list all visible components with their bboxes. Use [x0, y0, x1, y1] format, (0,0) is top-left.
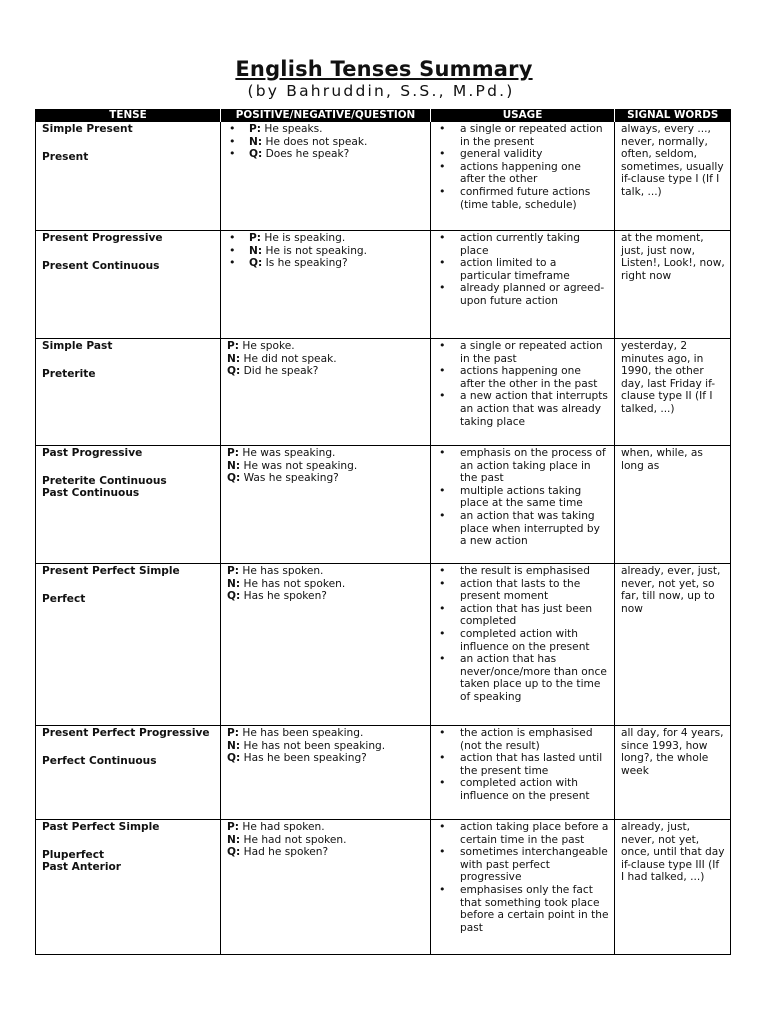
positive-text: He has been speaking.	[242, 727, 364, 739]
usage-item: • general validity	[437, 148, 609, 161]
table-row	[36, 339, 731, 446]
usage-item: • actions happening one after the other in the past	[437, 365, 609, 390]
question-form	[227, 846, 425, 859]
usage-item: • the result is emphasised	[437, 565, 609, 578]
tense-alt-name: Present	[42, 150, 89, 163]
tense-cell	[36, 820, 221, 955]
negative-form	[227, 353, 425, 366]
table-row	[36, 231, 731, 339]
usage-item: • actions happening one after the other	[437, 161, 609, 186]
forms-cell	[221, 231, 431, 339]
table-row	[36, 564, 731, 726]
positive-label: P:	[227, 727, 240, 739]
usage-item: • action that has lasted until the present time	[437, 752, 609, 777]
positive-label: P:	[227, 447, 240, 459]
negative-label: N:	[249, 135, 263, 148]
negative-form	[227, 245, 425, 258]
usage-cell	[431, 122, 615, 231]
usage-item: • action that lasts to the present moment	[437, 578, 609, 603]
usage-cell	[431, 820, 615, 955]
table-row	[36, 726, 731, 820]
negative-label: N:	[227, 352, 241, 365]
negative-text: He had not spoken.	[243, 833, 347, 846]
question-label: Q:	[227, 590, 241, 603]
tense-alt-name: Pluperfect	[42, 848, 105, 861]
tense-cell	[36, 231, 221, 339]
tense-cell	[36, 726, 221, 820]
positive-text: He is speaking.	[264, 232, 346, 244]
question-label: Q:	[227, 846, 241, 859]
question-text: Was he speaking?	[243, 472, 339, 485]
document-subtitle: (by Bahruddin, S.S., M.Pd.)	[247, 82, 515, 100]
negative-label: N:	[249, 244, 263, 257]
tense-alt-name: Perfect	[42, 592, 86, 605]
negative-form	[227, 460, 425, 473]
positive-form	[227, 727, 425, 740]
tense-alt-name: Past Anterior	[42, 861, 122, 874]
usage-cell	[431, 231, 615, 339]
positive-form	[227, 232, 425, 245]
usage-item: • multiple actions taking place at the same time	[437, 485, 609, 510]
positive-label: P:	[227, 565, 240, 577]
tense-alt-name: Preterite Continuous	[42, 474, 167, 487]
tense-alt-name: Preterite	[42, 367, 96, 380]
forms-cell	[221, 726, 431, 820]
forms-cell	[221, 564, 431, 726]
question-form	[227, 257, 425, 270]
usage-item: • action limited to a particular timeframe	[437, 257, 609, 282]
positive-label: P:	[227, 340, 240, 352]
forms-cell	[221, 446, 431, 564]
negative-label: N:	[227, 459, 241, 472]
tense-name: Present Progressive	[42, 232, 163, 244]
negative-form	[227, 740, 425, 753]
usage-cell	[431, 564, 615, 726]
positive-text: He was speaking.	[242, 447, 336, 459]
table-row	[36, 446, 731, 564]
question-form	[227, 590, 425, 603]
negative-text: He did not speak.	[243, 352, 337, 365]
usage-item: • completed action with influence on the present	[437, 628, 609, 653]
forms-cell	[221, 122, 431, 231]
question-text: Had he spoken?	[243, 846, 329, 859]
question-form	[227, 365, 425, 378]
usage-item: • a single or repeated action in the past	[437, 340, 609, 365]
document-title: English Tenses Summary	[235, 57, 533, 81]
positive-text: He spoke.	[242, 340, 295, 352]
usage-item: • action taking place before a certain time in the past	[437, 821, 609, 846]
tense-name: Present Perfect Progressive	[42, 727, 210, 739]
signal-words-cell: at the moment, just, just now, Listen!, Look!, now, right now	[615, 231, 731, 339]
positive-label: P:	[227, 821, 240, 833]
positive-text: He speaks.	[264, 123, 323, 135]
tense-name: Past Perfect Simple	[42, 821, 160, 833]
tense-alt-name: Present Continuous	[42, 259, 160, 272]
negative-label: N:	[227, 739, 241, 752]
question-label: Q:	[227, 472, 241, 485]
signal-words-cell: always, every ..., never, normally, often, seldom, sometimes, usually if-clause type I (If I talk, ...)	[615, 122, 731, 231]
question-label: Q:	[227, 365, 241, 378]
tenses-table	[35, 109, 731, 955]
tense-cell	[36, 339, 221, 446]
usage-item: • an action that was taking place when interrupted by a new action	[437, 510, 609, 548]
question-text: Has he been speaking?	[243, 752, 367, 765]
question-form	[227, 752, 425, 765]
usage-item: • a new action that interrupts an action that was already taking place	[437, 390, 609, 428]
signal-words-cell: yesterday, 2 minutes ago, in 1990, the other day, last Friday if-clause type II (If I talked, ...)	[615, 339, 731, 446]
signal-words-cell: already, just, never, not yet, once, until that day if-clause type III (If I had talked, ...)	[615, 820, 731, 955]
usage-item: • completed action with influence on the present	[437, 777, 609, 802]
signal-words-cell: all day, for 4 years, since 1993, how long?, the whole week	[615, 726, 731, 820]
question-text: Did he speak?	[243, 365, 319, 378]
negative-text: He does not speak.	[265, 135, 368, 148]
tense-name: Past Progressive	[42, 447, 143, 459]
usage-item: • an action that has never/once/more than once taken place up to the time of speaking	[437, 653, 609, 703]
negative-text: He was not speaking.	[243, 459, 358, 472]
usage-item: • confirmed future actions (time table, schedule)	[437, 186, 609, 211]
header-tense: TENSE	[36, 109, 221, 122]
positive-form	[227, 447, 425, 460]
tense-cell	[36, 446, 221, 564]
usage-item: • the action is emphasised (not the result)	[437, 727, 609, 752]
question-text: Has he spoken?	[243, 590, 327, 603]
signal-words-cell: already, ever, just, never, not yet, so far, till now, up to now	[615, 564, 731, 726]
negative-text: He has not been speaking.	[243, 739, 386, 752]
negative-form	[227, 578, 425, 591]
question-label: Q:	[249, 257, 263, 270]
header-usage: USAGE	[431, 109, 615, 122]
question-form	[227, 472, 425, 485]
table-row	[36, 820, 731, 955]
negative-text: He has not spoken.	[243, 577, 346, 590]
usage-cell	[431, 446, 615, 564]
question-label: Q:	[227, 752, 241, 765]
usage-item: • emphasises only the fact that something took place before a certain point in the past	[437, 884, 609, 934]
usage-item: • sometimes interchangeable with past perfect progressive	[437, 846, 609, 884]
usage-item: • action that has just been completed	[437, 603, 609, 628]
negative-form	[227, 834, 425, 847]
tense-name: Present Perfect Simple	[42, 565, 180, 577]
header-signal-words: SIGNAL WORDS	[615, 109, 731, 122]
table-header-row	[36, 109, 731, 122]
usage-cell	[431, 339, 615, 446]
positive-label: P:	[249, 123, 262, 135]
question-text: Is he speaking?	[265, 257, 348, 270]
forms-cell	[221, 820, 431, 955]
tense-name: Simple Present	[42, 123, 133, 135]
usage-item: • a single or repeated action in the present	[437, 123, 609, 148]
positive-label: P:	[249, 232, 262, 244]
table-row	[36, 122, 731, 231]
usage-item: • action currently taking place	[437, 232, 609, 257]
tense-name: Simple Past	[42, 340, 113, 352]
tense-alt-name: Perfect Continuous	[42, 754, 157, 767]
positive-form	[227, 340, 425, 353]
negative-text: He is not speaking.	[265, 244, 368, 257]
positive-text: He has spoken.	[242, 565, 324, 577]
usage-item: • emphasis on the process of an action taking place in the past	[437, 447, 609, 485]
signal-words-cell: when, while, as long as	[615, 446, 731, 564]
negative-label: N:	[227, 577, 241, 590]
question-label: Q:	[249, 148, 263, 161]
tense-alt-name: Past Continuous	[42, 487, 140, 500]
usage-item: • already planned or agreed-upon future action	[437, 282, 609, 307]
positive-text: He had spoken.	[242, 821, 325, 833]
negative-form	[227, 136, 425, 149]
header-forms: POSITIVE/NEGATIVE/QUESTION	[221, 109, 431, 122]
positive-form	[227, 123, 425, 136]
question-form	[227, 148, 425, 161]
tense-cell	[36, 122, 221, 231]
positive-form	[227, 565, 425, 578]
usage-cell	[431, 726, 615, 820]
negative-label: N:	[227, 833, 241, 846]
positive-form	[227, 821, 425, 834]
question-text: Does he speak?	[265, 148, 350, 161]
forms-cell	[221, 339, 431, 446]
tense-cell	[36, 564, 221, 726]
